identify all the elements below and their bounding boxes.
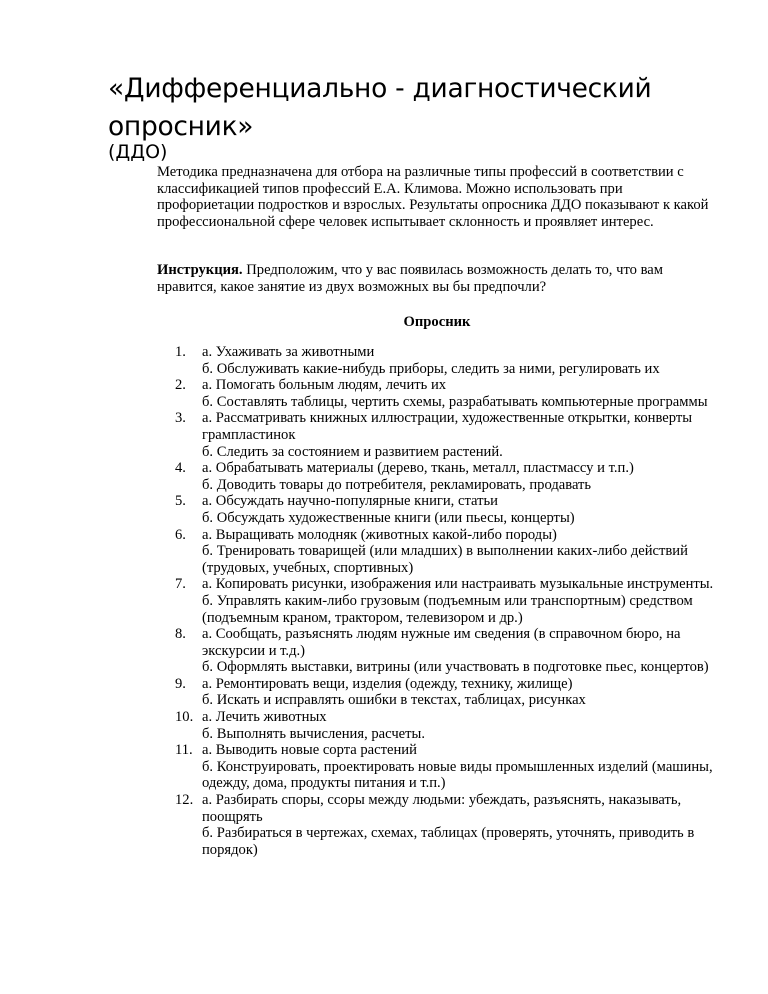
- option-a: а. Сообщать, разъяснять людям нужные им сведения (в справочном бюро, на экскурсии и т.д.): [202, 626, 681, 659]
- option-a: а. Выращивать молодняк (животных какой-либо породы): [202, 526, 557, 543]
- question-item: [175, 493, 720, 526]
- option-a: а. Обрабатывать материалы (дерево, ткань, металл, пластмассу и т.п.): [202, 460, 634, 477]
- question-body: [202, 742, 720, 792]
- intro-paragraph: Методика предназначена для отбора на различные типы профессий в соответствии с классификацией типов профессий Е.А. Климова. Можно использовать при профориетации подростков и взрослых. Результаты опросника ДДО показывают к какой профессиональной сфере человек испытывает склонность и проявляет интерес.: [157, 164, 709, 230]
- question-number: 5.: [175, 493, 186, 510]
- option-a: а. Обсуждать научно-популярные книги, статьи: [202, 493, 498, 510]
- option-b: б. Следить за состоянием и развитием растений.: [202, 443, 503, 460]
- option-b: б. Обсуждать художественные книги (или пьесы, концерты): [202, 509, 575, 526]
- option-b: б. Искать и исправлять ошибки в текстах, таблицах, рисунках: [202, 692, 586, 709]
- option-a: а. Рассматривать книжных иллюстрации, художественные открытки, конверты грампластинок: [202, 410, 693, 443]
- question-item: [175, 344, 720, 377]
- option-b: б. Обслуживать какие-нибудь приборы, следить за ними, регулировать их: [202, 360, 660, 377]
- question-item: [175, 742, 720, 792]
- question-number: 1.: [175, 344, 186, 360]
- question-body: [202, 792, 720, 858]
- question-body: [202, 709, 720, 742]
- question-number: 6.: [175, 526, 186, 543]
- option-b: б. Управлять каким-либо грузовым (подъемным или транспортным) средством (подъемным краном, трактором, телевизором и др.): [202, 592, 693, 626]
- question-item: [175, 626, 720, 676]
- option-b: б. Конструировать, проектировать новые виды промышленных изделий (машины, одежду, дома, продукты питания и т.п.): [202, 758, 713, 792]
- question-item: [175, 792, 720, 858]
- question-body: [202, 676, 720, 709]
- question-number: 4.: [175, 460, 186, 477]
- question-item: [175, 377, 720, 410]
- option-b: б. Оформлять выставки, витрины (или участвовать в подготовке пьес, концертов): [202, 659, 709, 676]
- question-list: [175, 344, 720, 858]
- question-number: 10.: [175, 709, 194, 726]
- question-body: [202, 576, 720, 626]
- question-number: 11.: [175, 742, 193, 759]
- question-item: [175, 460, 720, 493]
- question-number: 9.: [175, 675, 186, 692]
- question-number: 12.: [175, 792, 194, 809]
- option-a: а. Выводить новые сорта растений: [202, 742, 417, 759]
- question-item: [175, 410, 720, 460]
- document-title: «Дифференциально - диагностический опросник»: [108, 73, 652, 142]
- question-number: 2.: [175, 377, 186, 394]
- option-b: б. Тренировать товарищей (или младших) в выполнении каких-либо действий (трудовых, учебных, спортивных): [202, 543, 688, 576]
- instruction-paragraph: [157, 262, 717, 295]
- question-item: [175, 576, 720, 626]
- question-number: 8.: [175, 626, 186, 643]
- question-body: [202, 493, 720, 526]
- instruction-label: Инструкция.: [157, 262, 243, 278]
- option-b: б. Доводить товары до потребителя, рекламировать, продавать: [202, 476, 592, 493]
- option-a: а. Ухаживать за животными: [202, 344, 375, 360]
- question-body: [202, 460, 720, 493]
- option-a: а. Помогать больным людям, лечить их: [202, 377, 447, 394]
- option-a: а. Ремонтировать вещи, изделия (одежду, технику, жилище): [202, 675, 573, 692]
- question-item: [175, 527, 720, 577]
- option-a: а. Копировать рисунки, изображения или настраивать музыкальные инструменты.: [202, 576, 714, 593]
- question-number: 7.: [175, 576, 186, 593]
- question-number: 3.: [175, 410, 186, 427]
- section-heading: Опросник: [403, 314, 471, 330]
- question-body: [202, 527, 720, 577]
- option-b: б. Разбираться в чертежах, схемах, таблицах (проверять, уточнять, приводить в порядок): [202, 825, 695, 858]
- question-body: [202, 377, 720, 410]
- question-body: [202, 626, 720, 676]
- question-item: [175, 709, 720, 742]
- instruction-text: Предположим, что у вас появилась возможность делать то, что вам нравится, какое занятие из двух возможных вы бы предпочли?: [157, 262, 663, 295]
- option-b: б. Составлять таблицы, чертить схемы, разрабатывать компьютерные программы: [202, 393, 708, 410]
- document-subtitle: (ДДО): [108, 141, 168, 163]
- option-b: б. Выполнять вычисления, расчеты.: [202, 725, 425, 742]
- option-a: а. Лечить животных: [202, 709, 327, 726]
- question-item: [175, 676, 720, 709]
- option-a: а. Разбирать споры, ссоры между людьми: убеждать, разъяснять, наказывать, поощрять: [202, 792, 682, 825]
- question-body: [202, 344, 720, 377]
- question-body: [202, 410, 720, 460]
